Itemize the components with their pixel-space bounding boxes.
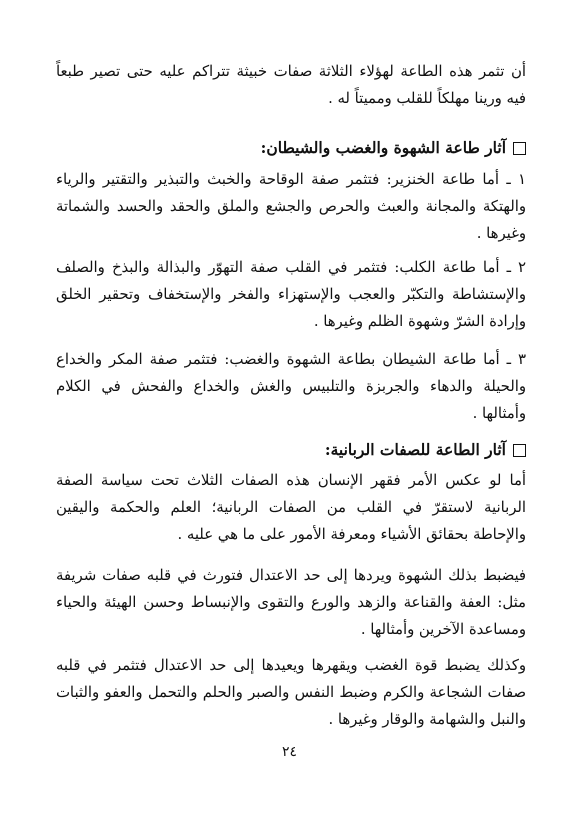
intro-paragraph: أن تثمر هذه الطاعة لهؤلاء الثلاثة صفات خبيثة تتراكم عليه حتى تصير طبعاً فيه ورينا مهلكاً للقلب ومميتاً له . [56,63,526,107]
square-bullet-icon [513,142,526,155]
section-heading-negative-effects [56,136,526,160]
square-bullet-icon [513,444,526,457]
desire-control-paragraph: فيضبط بذلك الشهوة ويردها إلى حد الاعتدال فتورث في قلبه صفات شريفة مثل: العفة والقناعة والزهد والورع والتقوى والإنبساط وحسن الهيئة والحياء ومساعدة الآخرين وأمثالها . [56,567,526,638]
section-heading-text: آثار الطاعة للصفات الربانية: [324,440,506,459]
devil-obedience-paragraph: ٣ ـ أما طاعة الشيطان بطاعة الشهوة والغضب: فتثمر صفة المكر والخداع والحيلة والدهاء والجربزة والتلبيس والغش والخداع والفحش في الكلام وأمثالها . [56,351,526,422]
dog-obedience-paragraph: ٢ ـ أما طاعة الكلب: فتثمر في القلب صفة التهوّر والبذالة والبذخ والصلف والإستشاطة والتكبّر والعجب والإستهزاء والفخر والإستخفاف وتحقير الخلق وإرادة الشرّ وشهوة الظلم وغيرها . [56,259,526,330]
anger-control-paragraph: وكذلك يضبط قوة الغضب ويقهرها ويعيدها إلى حد الاعتدال فتثمر في قلبه صفات الشجاعة والكرم وضبط النفس والصبر والحلم والتحمل والعفو والثبات والنبل والشهامة والوقار وغيرها . [56,657,526,728]
page-number: ٢٤ [281,744,298,760]
pig-obedience-paragraph: ١ ـ أما طاعة الخنزير: فتثمر صفة الوقاحة والخبث والتبذير والتقتير والرياء والهتكة والمجانة والعبث والحرص والجشع والملق والحقد والحسد والشماتة وغيرها . [56,171,526,242]
reverse-case-paragraph: أما لو عكس الأمر فقهر الإنسان هذه الصفات الثلاث تحت سياسة الصفة الربانية لاستقرّ في القلب من الصفات الربانية؛ العلم والحكمة واليقين والإحاطة بحقائق الأشياء ومعرفة الأمور على ما هي عليه . [56,472,526,543]
section-heading-text: آثار طاعة الشهوة والغضب والشيطان: [260,138,506,157]
section-heading-divine-effects [56,438,526,462]
